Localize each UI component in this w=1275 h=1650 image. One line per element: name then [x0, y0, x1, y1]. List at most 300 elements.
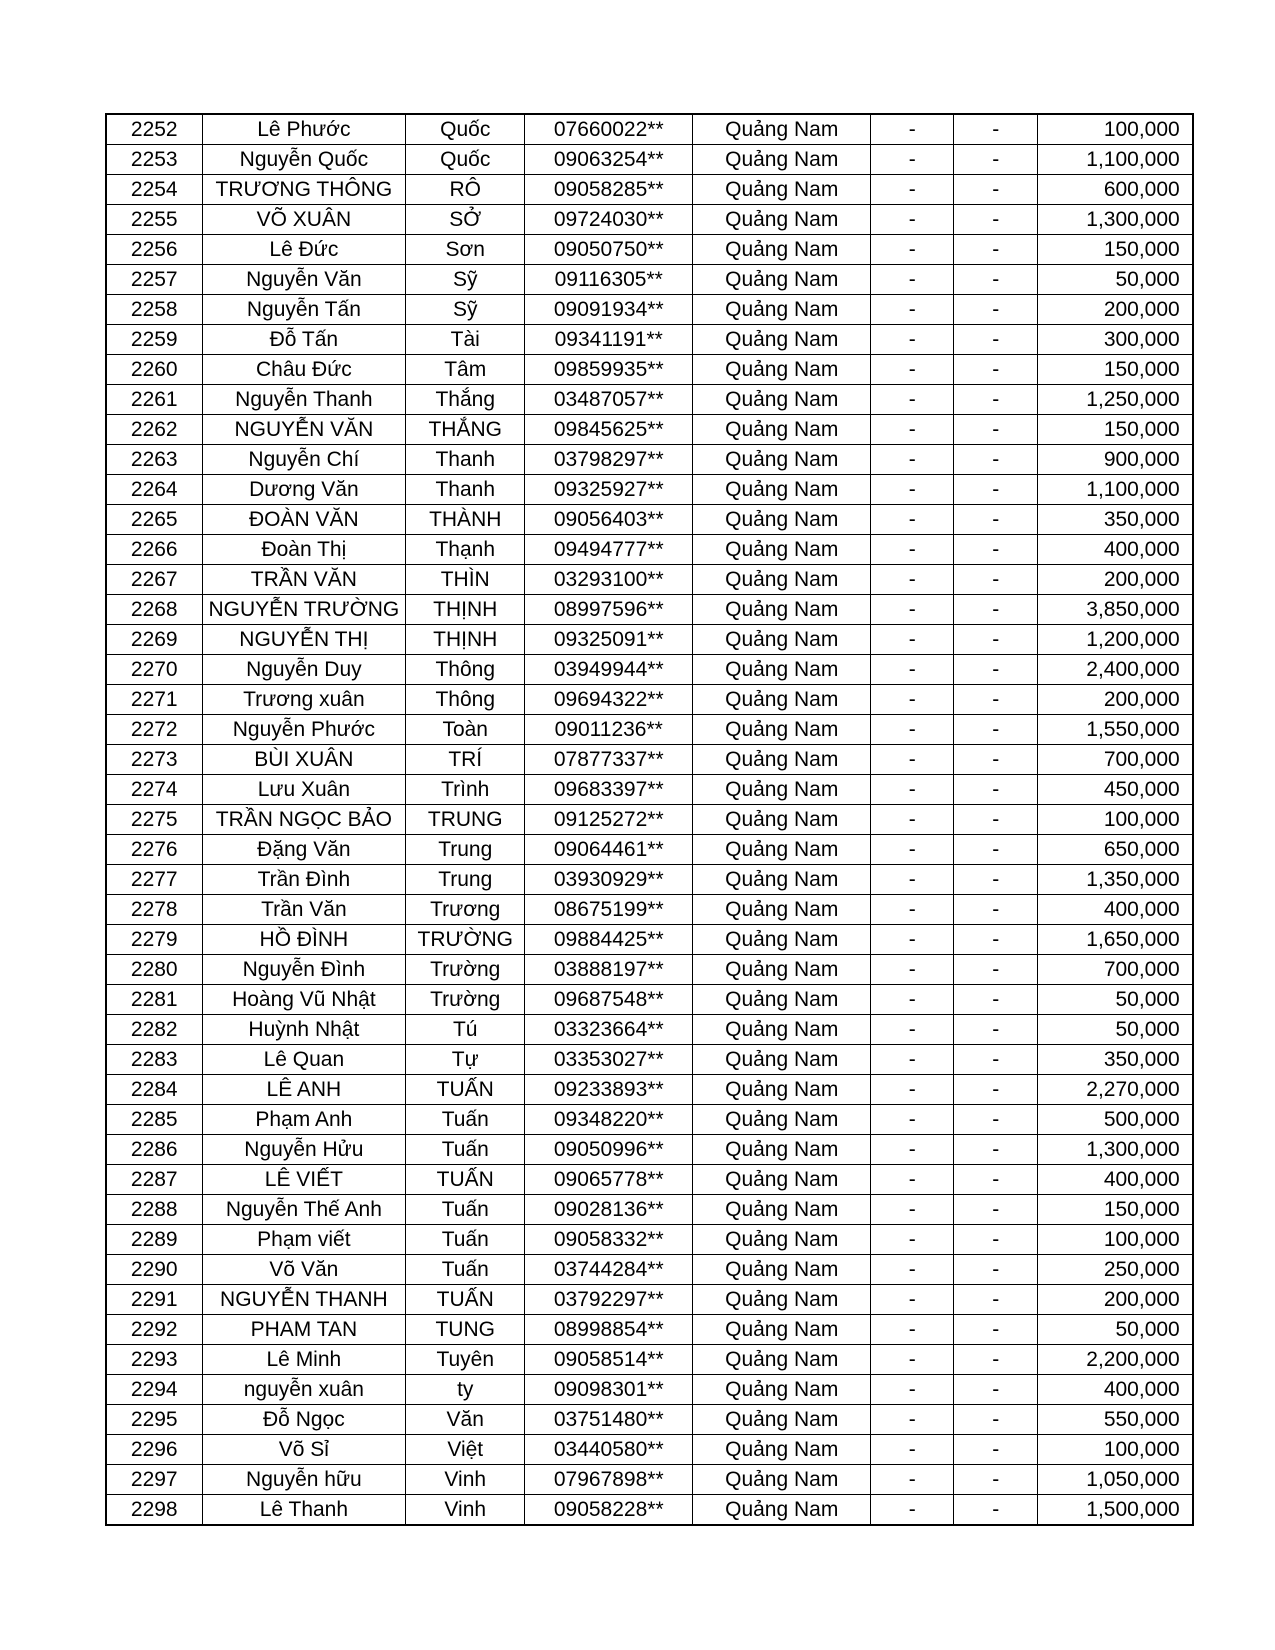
amount-cell: 50,000	[1038, 985, 1193, 1015]
row-number-cell: 2280	[106, 955, 202, 985]
surname-cell: ĐOÀN VĂN	[202, 505, 406, 535]
given-name-cell: Trương	[406, 895, 525, 925]
given-name-cell: Thanh	[406, 445, 525, 475]
dash-cell: -	[954, 1495, 1038, 1526]
table-row	[106, 235, 1193, 265]
dash-cell: -	[954, 295, 1038, 325]
surname-cell: NGUYỄN THANH	[202, 1285, 406, 1315]
province-cell: Quảng Nam	[693, 235, 871, 265]
province-cell: Quảng Nam	[693, 1225, 871, 1255]
phone-cell: 03744284**	[525, 1255, 693, 1285]
dash-cell: -	[871, 1255, 954, 1285]
province-cell: Quảng Nam	[693, 565, 871, 595]
dash-cell: -	[871, 655, 954, 685]
amount-cell: 500,000	[1038, 1105, 1193, 1135]
table-row	[106, 535, 1193, 565]
province-cell: Quảng Nam	[693, 1075, 871, 1105]
province-cell: Quảng Nam	[693, 625, 871, 655]
dash-cell: -	[871, 1045, 954, 1075]
given-name-cell: Tú	[406, 1015, 525, 1045]
phone-cell: 09859935**	[525, 355, 693, 385]
table-row	[106, 865, 1193, 895]
given-name-cell: Vinh	[406, 1495, 525, 1526]
row-number-cell: 2278	[106, 895, 202, 925]
dash-cell: -	[954, 1105, 1038, 1135]
phone-cell: 07877337**	[525, 745, 693, 775]
amount-cell: 1,200,000	[1038, 625, 1193, 655]
amount-cell: 1,300,000	[1038, 1135, 1193, 1165]
given-name-cell: RÔ	[406, 175, 525, 205]
province-cell: Quảng Nam	[693, 745, 871, 775]
row-number-cell: 2290	[106, 1255, 202, 1285]
given-name-cell: Tuấn	[406, 1135, 525, 1165]
dash-cell: -	[871, 1105, 954, 1135]
row-number-cell: 2286	[106, 1135, 202, 1165]
table-row	[106, 1165, 1193, 1195]
dash-cell: -	[954, 715, 1038, 745]
dash-cell: -	[954, 985, 1038, 1015]
province-cell: Quảng Nam	[693, 955, 871, 985]
amount-cell: 1,550,000	[1038, 715, 1193, 745]
province-cell: Quảng Nam	[693, 715, 871, 745]
amount-cell: 1,250,000	[1038, 385, 1193, 415]
surname-cell: TRƯƠNG THÔNG	[202, 175, 406, 205]
dash-cell: -	[954, 535, 1038, 565]
dash-cell: -	[954, 955, 1038, 985]
phone-cell: 09028136**	[525, 1195, 693, 1225]
given-name-cell: Thắng	[406, 385, 525, 415]
phone-cell: 09064461**	[525, 835, 693, 865]
amount-cell: 1,300,000	[1038, 205, 1193, 235]
given-name-cell: THỊNH	[406, 595, 525, 625]
dash-cell: -	[871, 1225, 954, 1255]
given-name-cell: Trình	[406, 775, 525, 805]
dash-cell: -	[954, 625, 1038, 655]
province-cell: Quảng Nam	[693, 265, 871, 295]
amount-cell: 300,000	[1038, 325, 1193, 355]
amount-cell: 1,650,000	[1038, 925, 1193, 955]
dash-cell: -	[954, 655, 1038, 685]
given-name-cell: THẮNG	[406, 415, 525, 445]
dash-cell: -	[871, 625, 954, 655]
donor-table	[105, 113, 1194, 1526]
given-name-cell: Tài	[406, 325, 525, 355]
province-cell: Quảng Nam	[693, 114, 871, 145]
phone-cell: 03751480**	[525, 1405, 693, 1435]
phone-cell: 09724030**	[525, 205, 693, 235]
surname-cell: Nguyễn Đình	[202, 955, 406, 985]
dash-cell: -	[871, 805, 954, 835]
province-cell: Quảng Nam	[693, 535, 871, 565]
dash-cell: -	[954, 1225, 1038, 1255]
dash-cell: -	[871, 1405, 954, 1435]
table-row	[106, 805, 1193, 835]
dash-cell: -	[871, 1375, 954, 1405]
dash-cell: -	[871, 1135, 954, 1165]
table-row	[106, 1495, 1193, 1526]
phone-cell: 08998854**	[525, 1315, 693, 1345]
given-name-cell: TUẤN	[406, 1285, 525, 1315]
row-number-cell: 2255	[106, 205, 202, 235]
table-row	[106, 595, 1193, 625]
surname-cell: Nguyễn Tấn	[202, 295, 406, 325]
dash-cell: -	[871, 1495, 954, 1526]
row-number-cell: 2279	[106, 925, 202, 955]
dash-cell: -	[871, 1165, 954, 1195]
dash-cell: -	[871, 415, 954, 445]
row-number-cell: 2270	[106, 655, 202, 685]
dash-cell: -	[954, 1045, 1038, 1075]
row-number-cell: 2266	[106, 535, 202, 565]
given-name-cell: Thông	[406, 685, 525, 715]
table-row	[106, 1135, 1193, 1165]
phone-cell: 09341191**	[525, 325, 693, 355]
dash-cell: -	[871, 385, 954, 415]
row-number-cell: 2253	[106, 145, 202, 175]
row-number-cell: 2267	[106, 565, 202, 595]
table-row	[106, 1195, 1193, 1225]
phone-cell: 09845625**	[525, 415, 693, 445]
given-name-cell: Toàn	[406, 715, 525, 745]
amount-cell: 50,000	[1038, 265, 1193, 295]
row-number-cell: 2277	[106, 865, 202, 895]
dash-cell: -	[871, 295, 954, 325]
row-number-cell: 2260	[106, 355, 202, 385]
phone-cell: 09687548**	[525, 985, 693, 1015]
table-row	[106, 1375, 1193, 1405]
amount-cell: 100,000	[1038, 1225, 1193, 1255]
dash-cell: -	[871, 1465, 954, 1495]
amount-cell: 400,000	[1038, 895, 1193, 925]
row-number-cell: 2295	[106, 1405, 202, 1435]
surname-cell: Đặng Văn	[202, 835, 406, 865]
dash-cell: -	[954, 1375, 1038, 1405]
dash-cell: -	[954, 1345, 1038, 1375]
phone-cell: 03792297**	[525, 1285, 693, 1315]
row-number-cell: 2265	[106, 505, 202, 535]
amount-cell: 400,000	[1038, 1165, 1193, 1195]
given-name-cell: SỞ	[406, 205, 525, 235]
amount-cell: 50,000	[1038, 1315, 1193, 1345]
dash-cell: -	[871, 835, 954, 865]
table-row	[106, 685, 1193, 715]
given-name-cell: Thông	[406, 655, 525, 685]
phone-cell: 03323664**	[525, 1015, 693, 1045]
phone-cell: 09050996**	[525, 1135, 693, 1165]
given-name-cell: Trung	[406, 835, 525, 865]
dash-cell: -	[871, 145, 954, 175]
table-row	[106, 925, 1193, 955]
surname-cell: Nguyễn Phước	[202, 715, 406, 745]
given-name-cell: Thạnh	[406, 535, 525, 565]
row-number-cell: 2276	[106, 835, 202, 865]
dash-cell: -	[954, 805, 1038, 835]
row-number-cell: 2289	[106, 1225, 202, 1255]
phone-cell: 09050750**	[525, 235, 693, 265]
surname-cell: Nguyễn Thế Anh	[202, 1195, 406, 1225]
surname-cell: Nguyễn Duy	[202, 655, 406, 685]
row-number-cell: 2274	[106, 775, 202, 805]
dash-cell: -	[871, 175, 954, 205]
amount-cell: 1,350,000	[1038, 865, 1193, 895]
dash-cell: -	[954, 114, 1038, 145]
dash-cell: -	[954, 895, 1038, 925]
surname-cell: Lưu Xuân	[202, 775, 406, 805]
table-row	[106, 565, 1193, 595]
province-cell: Quảng Nam	[693, 325, 871, 355]
given-name-cell: Tuấn	[406, 1195, 525, 1225]
amount-cell: 1,050,000	[1038, 1465, 1193, 1495]
amount-cell: 400,000	[1038, 1375, 1193, 1405]
dash-cell: -	[871, 775, 954, 805]
province-cell: Quảng Nam	[693, 1015, 871, 1045]
given-name-cell: Tuấn	[406, 1255, 525, 1285]
phone-cell: 09058514**	[525, 1345, 693, 1375]
dash-cell: -	[871, 1285, 954, 1315]
province-cell: Quảng Nam	[693, 775, 871, 805]
dash-cell: -	[871, 685, 954, 715]
dash-cell: -	[871, 114, 954, 145]
dash-cell: -	[871, 955, 954, 985]
surname-cell: Dương Văn	[202, 475, 406, 505]
given-name-cell: Quốc	[406, 114, 525, 145]
province-cell: Quảng Nam	[693, 1495, 871, 1526]
surname-cell: Đoàn Thị	[202, 535, 406, 565]
phone-cell: 08997596**	[525, 595, 693, 625]
dash-cell: -	[954, 925, 1038, 955]
row-number-cell: 2281	[106, 985, 202, 1015]
table-row	[106, 1015, 1193, 1045]
phone-cell: 09058332**	[525, 1225, 693, 1255]
row-number-cell: 2271	[106, 685, 202, 715]
surname-cell: PHAM TAN	[202, 1315, 406, 1345]
dash-cell: -	[954, 355, 1038, 385]
province-cell: Quảng Nam	[693, 1375, 871, 1405]
surname-cell: Hoàng Vũ Nhật	[202, 985, 406, 1015]
table-row	[106, 1255, 1193, 1285]
amount-cell: 550,000	[1038, 1405, 1193, 1435]
table-row	[106, 955, 1193, 985]
given-name-cell: Trường	[406, 955, 525, 985]
dash-cell: -	[871, 595, 954, 625]
dash-cell: -	[871, 745, 954, 775]
province-cell: Quảng Nam	[693, 655, 871, 685]
surname-cell: Trần Văn	[202, 895, 406, 925]
surname-cell: Nguyễn Quốc	[202, 145, 406, 175]
phone-cell: 07967898**	[525, 1465, 693, 1495]
phone-cell: 03487057**	[525, 385, 693, 415]
province-cell: Quảng Nam	[693, 145, 871, 175]
given-name-cell: THÀNH	[406, 505, 525, 535]
given-name-cell: TUNG	[406, 1315, 525, 1345]
row-number-cell: 2287	[106, 1165, 202, 1195]
amount-cell: 600,000	[1038, 175, 1193, 205]
province-cell: Quảng Nam	[693, 415, 871, 445]
given-name-cell: Tuấn	[406, 1225, 525, 1255]
given-name-cell: TRƯỜNG	[406, 925, 525, 955]
province-cell: Quảng Nam	[693, 1465, 871, 1495]
dash-cell: -	[954, 835, 1038, 865]
table-row	[106, 985, 1193, 1015]
surname-cell: Huỳnh Nhật	[202, 1015, 406, 1045]
dash-cell: -	[954, 565, 1038, 595]
table-row	[106, 415, 1193, 445]
table-row	[106, 715, 1193, 745]
amount-cell: 400,000	[1038, 535, 1193, 565]
province-cell: Quảng Nam	[693, 1105, 871, 1135]
row-number-cell: 2268	[106, 595, 202, 625]
dash-cell: -	[871, 1195, 954, 1225]
given-name-cell: ty	[406, 1375, 525, 1405]
table-row	[106, 1105, 1193, 1135]
dash-cell: -	[954, 1465, 1038, 1495]
amount-cell: 100,000	[1038, 1435, 1193, 1465]
table-row	[106, 1045, 1193, 1075]
phone-cell: 09063254**	[525, 145, 693, 175]
phone-cell: 09091934**	[525, 295, 693, 325]
table-row	[106, 745, 1193, 775]
surname-cell: Châu Đức	[202, 355, 406, 385]
dash-cell: -	[954, 505, 1038, 535]
province-cell: Quảng Nam	[693, 865, 871, 895]
table-row	[106, 475, 1193, 505]
row-number-cell: 2254	[106, 175, 202, 205]
surname-cell: Lê Đức	[202, 235, 406, 265]
dash-cell: -	[954, 415, 1038, 445]
dash-cell: -	[954, 265, 1038, 295]
amount-cell: 2,400,000	[1038, 655, 1193, 685]
dash-cell: -	[871, 1015, 954, 1045]
phone-cell: 09098301**	[525, 1375, 693, 1405]
dash-cell: -	[954, 1075, 1038, 1105]
dash-cell: -	[954, 1405, 1038, 1435]
given-name-cell: Văn	[406, 1405, 525, 1435]
dash-cell: -	[871, 235, 954, 265]
surname-cell: Đỗ Ngọc	[202, 1405, 406, 1435]
dash-cell: -	[871, 895, 954, 925]
province-cell: Quảng Nam	[693, 895, 871, 925]
row-number-cell: 2264	[106, 475, 202, 505]
given-name-cell: Sỹ	[406, 295, 525, 325]
dash-cell: -	[954, 595, 1038, 625]
surname-cell: Nguyễn Hửu	[202, 1135, 406, 1165]
dash-cell: -	[871, 1435, 954, 1465]
table-row	[106, 145, 1193, 175]
surname-cell: nguyễn xuân	[202, 1375, 406, 1405]
province-cell: Quảng Nam	[693, 1285, 871, 1315]
dash-cell: -	[954, 1195, 1038, 1225]
given-name-cell: TRÍ	[406, 745, 525, 775]
dash-cell: -	[954, 1255, 1038, 1285]
phone-cell: 09325091**	[525, 625, 693, 655]
table-row	[106, 1405, 1193, 1435]
row-number-cell: 2263	[106, 445, 202, 475]
province-cell: Quảng Nam	[693, 835, 871, 865]
province-cell: Quảng Nam	[693, 685, 871, 715]
table-row	[106, 325, 1193, 355]
row-number-cell: 2252	[106, 114, 202, 145]
table-row	[106, 775, 1193, 805]
dash-cell: -	[871, 265, 954, 295]
dash-cell: -	[871, 205, 954, 235]
dash-cell: -	[954, 1315, 1038, 1345]
dash-cell: -	[954, 745, 1038, 775]
table-row	[106, 1225, 1193, 1255]
phone-cell: 09683397**	[525, 775, 693, 805]
phone-cell: 08675199**	[525, 895, 693, 925]
table-row	[106, 505, 1193, 535]
surname-cell: LÊ ANH	[202, 1075, 406, 1105]
row-number-cell: 2257	[106, 265, 202, 295]
dash-cell: -	[954, 325, 1038, 355]
phone-cell: 09348220**	[525, 1105, 693, 1135]
dash-cell: -	[954, 175, 1038, 205]
province-cell: Quảng Nam	[693, 475, 871, 505]
amount-cell: 150,000	[1038, 235, 1193, 265]
amount-cell: 350,000	[1038, 505, 1193, 535]
dash-cell: -	[871, 865, 954, 895]
surname-cell: VÕ XUÂN	[202, 205, 406, 235]
surname-cell: Lê Thanh	[202, 1495, 406, 1526]
dash-cell: -	[871, 355, 954, 385]
phone-cell: 03888197**	[525, 955, 693, 985]
table-row	[106, 1285, 1193, 1315]
province-cell: Quảng Nam	[693, 505, 871, 535]
amount-cell: 150,000	[1038, 355, 1193, 385]
surname-cell: Phạm Anh	[202, 1105, 406, 1135]
surname-cell: HỒ ĐÌNH	[202, 925, 406, 955]
phone-cell: 09058285**	[525, 175, 693, 205]
given-name-cell: Việt	[406, 1435, 525, 1465]
province-cell: Quảng Nam	[693, 1165, 871, 1195]
table-row	[106, 1315, 1193, 1345]
dash-cell: -	[871, 715, 954, 745]
province-cell: Quảng Nam	[693, 925, 871, 955]
phone-cell: 03798297**	[525, 445, 693, 475]
row-number-cell: 2285	[106, 1105, 202, 1135]
amount-cell: 200,000	[1038, 295, 1193, 325]
table-row	[106, 1465, 1193, 1495]
province-cell: Quảng Nam	[693, 595, 871, 625]
surname-cell: NGUYỄN TRƯỜNG	[202, 595, 406, 625]
phone-cell: 09694322**	[525, 685, 693, 715]
phone-cell: 09325927**	[525, 475, 693, 505]
given-name-cell: Thanh	[406, 475, 525, 505]
dash-cell: -	[871, 985, 954, 1015]
dash-cell: -	[871, 1075, 954, 1105]
amount-cell: 150,000	[1038, 415, 1193, 445]
table-row	[106, 295, 1193, 325]
surname-cell: BÙI XUÂN	[202, 745, 406, 775]
surname-cell: Lê Minh	[202, 1345, 406, 1375]
dash-cell: -	[871, 1315, 954, 1345]
province-cell: Quảng Nam	[693, 445, 871, 475]
surname-cell: Võ Văn	[202, 1255, 406, 1285]
given-name-cell: Tuấn	[406, 1105, 525, 1135]
amount-cell: 3,850,000	[1038, 595, 1193, 625]
province-cell: Quảng Nam	[693, 1195, 871, 1225]
province-cell: Quảng Nam	[693, 1135, 871, 1165]
phone-cell: 03440580**	[525, 1435, 693, 1465]
province-cell: Quảng Nam	[693, 1315, 871, 1345]
table-row	[106, 205, 1193, 235]
row-number-cell: 2292	[106, 1315, 202, 1345]
phone-cell: 09056403**	[525, 505, 693, 535]
row-number-cell: 2272	[106, 715, 202, 745]
given-name-cell: Vinh	[406, 1465, 525, 1495]
row-number-cell: 2256	[106, 235, 202, 265]
dash-cell: -	[871, 445, 954, 475]
